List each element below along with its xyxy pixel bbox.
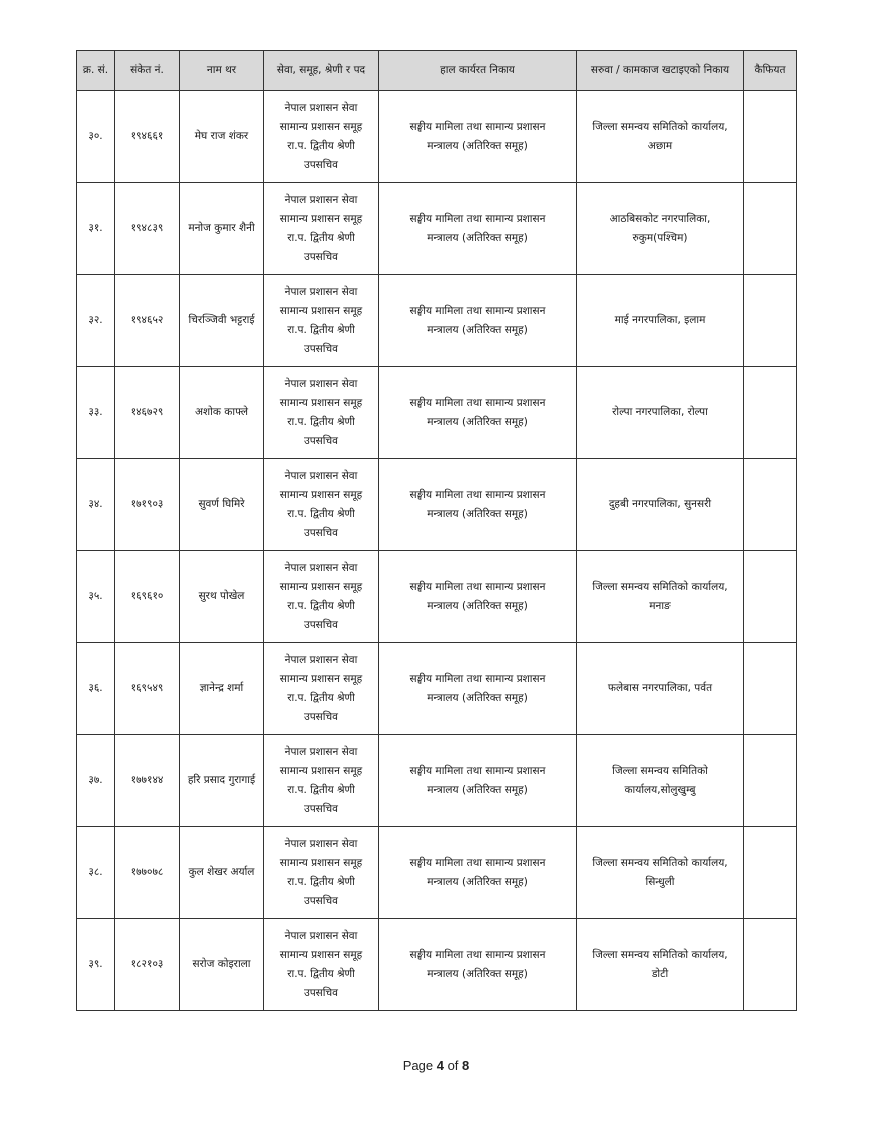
current-office-cell-line: सङ्घीय मामिला तथा सामान्य प्रशासन <box>409 212 546 225</box>
serial-number-cell: ३३. <box>77 367 115 459</box>
current-office-cell-line: सङ्घीय मामिला तथा सामान्य प्रशासन <box>409 488 546 501</box>
table-row <box>77 367 797 459</box>
service-cell-line: उपसचिव <box>303 342 339 355</box>
remarks-cell <box>744 459 797 551</box>
service-cell-line: सामान्य प्रशासन समूह <box>279 948 363 961</box>
service-cell-line: रा.प. द्वितीय श्रेणी <box>287 691 355 704</box>
code-number-cell: १९४८३९ <box>115 183 180 275</box>
service-cell-line: सामान्य प्रशासन समूह <box>279 212 363 225</box>
service-cell-line: रा.प. द्वितीय श्रेणी <box>287 967 355 980</box>
current-office-cell-line: मन्त्रालय (अतिरिक्त समूह) <box>427 599 528 612</box>
transfer-office-cell <box>577 367 744 459</box>
current-office-cell-line: सङ्घीय मामिला तथा सामान्य प्रशासन <box>409 304 546 317</box>
current-office-cell <box>379 367 577 459</box>
service-cell-line: नेपाल प्रशासन सेवा <box>284 469 358 482</box>
table-header-row <box>77 51 797 91</box>
service-cell-line: उपसचिव <box>303 710 339 723</box>
transfer-roster-table <box>76 50 797 1011</box>
current-office-cell-line: मन्त्रालय (अतिरिक्त समूह) <box>427 875 528 888</box>
service-cell-line: सामान्य प्रशासन समूह <box>279 396 363 409</box>
service-cell-line: नेपाल प्रशासन सेवा <box>284 837 358 850</box>
service-cell-line: रा.प. द्वितीय श्रेणी <box>287 599 355 612</box>
name-text: अशोक काफ्ले <box>195 406 248 418</box>
current-office-cell-line: सङ्घीय मामिला तथा सामान्य प्रशासन <box>409 764 546 777</box>
header-transfer-office-label: सरुवा / कामकाज खटाइएको निकाय <box>590 64 730 76</box>
service-cell-line: रा.प. द्वितीय श्रेणी <box>287 231 355 244</box>
name-text: चिरञ्जिवी भट्टराई <box>188 314 255 326</box>
remarks-cell <box>744 183 797 275</box>
service-cell-line: उपसचिव <box>303 986 339 999</box>
transfer-office-cell <box>577 735 744 827</box>
current-office-cell-line: सङ्घीय मामिला तथा सामान्य प्रशासन <box>409 120 546 133</box>
transfer-office-cell-line: रुकुम(पश्चिम) <box>632 231 688 244</box>
current-office-cell-line: सङ्घीय मामिला तथा सामान्य प्रशासन <box>409 856 546 869</box>
page-of-label: of <box>447 1058 459 1073</box>
service-cell <box>264 275 379 367</box>
code-number-cell: १६९५४९ <box>115 643 180 735</box>
code-number-cell: १६९६१० <box>115 551 180 643</box>
table-row <box>77 91 797 183</box>
table-row <box>77 735 797 827</box>
transfer-office-cell-line: डोटी <box>651 967 669 980</box>
name-text: मनोज कुमार शैनी <box>188 222 255 234</box>
current-office-cell-line: सङ्घीय मामिला तथा सामान्य प्रशासन <box>409 580 546 593</box>
serial-number-cell: ३२. <box>77 275 115 367</box>
service-cell-line: नेपाल प्रशासन सेवा <box>284 653 358 666</box>
table-row <box>77 827 797 919</box>
current-page-number: 4 <box>436 1058 444 1073</box>
code-number-cell: १७७१४४ <box>115 735 180 827</box>
remarks-cell <box>744 551 797 643</box>
header-code-number: संकेत नं. <box>115 51 180 91</box>
current-office-cell-line: मन्त्रालय (अतिरिक्त समूह) <box>427 691 528 704</box>
transfer-office-cell-line: दुहबी नगरपालिका, सुनसरी <box>608 498 712 510</box>
current-office-cell <box>379 827 577 919</box>
service-cell <box>264 91 379 183</box>
service-cell-line: नेपाल प्रशासन सेवा <box>284 285 358 298</box>
service-cell-line: रा.प. द्वितीय श्रेणी <box>287 415 355 428</box>
transfer-office-cell-line: मनाङ <box>649 599 671 612</box>
code-number-cell: १७७०७८ <box>115 827 180 919</box>
remarks-cell <box>744 919 797 1011</box>
service-cell <box>264 735 379 827</box>
name-cell <box>180 551 264 643</box>
serial-number-cell: ३०. <box>77 91 115 183</box>
name-cell <box>180 367 264 459</box>
code-number-cell: १८२१०३ <box>115 919 180 1011</box>
table-row <box>77 459 797 551</box>
transfer-office-cell <box>577 91 744 183</box>
service-cell <box>264 183 379 275</box>
service-cell-line: उपसचिव <box>303 526 339 539</box>
service-cell-line: नेपाल प्रशासन सेवा <box>284 193 358 206</box>
header-name: नाम थर <box>180 51 264 91</box>
table-row <box>77 919 797 1011</box>
service-cell <box>264 367 379 459</box>
transfer-office-cell-line: कार्यालय,सोलुखुम्बु <box>624 783 696 796</box>
table-row <box>77 643 797 735</box>
serial-number-cell: ३१. <box>77 183 115 275</box>
service-cell <box>264 827 379 919</box>
transfer-office-cell <box>577 827 744 919</box>
serial-number-cell: ३७. <box>77 735 115 827</box>
name-cell <box>180 919 264 1011</box>
name-cell <box>180 459 264 551</box>
service-cell-line: रा.प. द्वितीय श्रेणी <box>287 783 355 796</box>
current-office-cell-line: मन्त्रालय (अतिरिक्त समूह) <box>427 323 528 336</box>
service-cell <box>264 643 379 735</box>
name-text: सुरथ पोखेल <box>198 590 245 602</box>
header-current-office: हाल कार्यरत निकाय <box>379 51 577 91</box>
current-office-cell-line: मन्त्रालय (अतिरिक्त समूह) <box>427 507 528 520</box>
current-office-cell-line: सङ्घीय मामिला तथा सामान्य प्रशासन <box>409 948 546 961</box>
current-office-cell <box>379 919 577 1011</box>
transfer-office-cell <box>577 551 744 643</box>
transfer-office-cell <box>577 643 744 735</box>
remarks-cell <box>744 735 797 827</box>
service-cell-line: सामान्य प्रशासन समूह <box>279 488 363 501</box>
service-cell-line: रा.प. द्वितीय श्रेणी <box>287 507 355 520</box>
total-page-count: 8 <box>462 1058 470 1073</box>
name-text: मेघ राज शंकर <box>194 130 249 142</box>
service-cell-line: सामान्य प्रशासन समूह <box>279 304 363 317</box>
current-office-cell <box>379 735 577 827</box>
service-cell-line: उपसचिव <box>303 250 339 263</box>
service-cell-line: सामान्य प्रशासन समूह <box>279 120 363 133</box>
name-text: सरोज कोइराला <box>192 958 251 970</box>
service-cell <box>264 459 379 551</box>
serial-number-cell: ३९. <box>77 919 115 1011</box>
current-office-cell <box>379 91 577 183</box>
transfer-office-cell-line: आठबिसकोट नगरपालिका, <box>609 212 711 225</box>
service-cell-line: उपसचिव <box>303 158 339 171</box>
table-row <box>77 275 797 367</box>
name-cell <box>180 183 264 275</box>
header-remarks: कैफियत <box>744 51 797 91</box>
transfer-office-cell-line: जिल्ला समन्वय समितिको <box>612 764 708 777</box>
current-office-cell <box>379 183 577 275</box>
service-cell-line: उपसचिव <box>303 894 339 907</box>
serial-number-cell: ३५. <box>77 551 115 643</box>
current-office-cell-line: मन्त्रालय (अतिरिक्त समूह) <box>427 415 528 428</box>
serial-number-cell: ३४. <box>77 459 115 551</box>
transfer-office-cell-line: जिल्ला समन्वय समितिको कार्यालय, <box>592 948 728 961</box>
table-row <box>77 551 797 643</box>
transfer-office-cell-line: जिल्ला समन्वय समितिको कार्यालय, <box>592 856 728 869</box>
header-serial-number: क्र. सं. <box>77 51 115 91</box>
header-service-group-class-post: सेवा, समूह, श्रेणी र पद <box>264 51 379 91</box>
transfer-office-cell <box>577 183 744 275</box>
table-body <box>77 91 797 1011</box>
transfer-office-cell-line: जिल्ला समन्वय समितिको कार्यालय, <box>592 120 728 133</box>
transfer-office-cell <box>577 919 744 1011</box>
serial-number-cell: ३६. <box>77 643 115 735</box>
service-cell-line: उपसचिव <box>303 434 339 447</box>
page-label: Page <box>402 1058 434 1073</box>
service-cell-line: सामान्य प्रशासन समूह <box>279 856 363 869</box>
service-cell-line: रा.प. द्वितीय श्रेणी <box>287 139 355 152</box>
service-cell-line: सामान्य प्रशासन समूह <box>279 672 363 685</box>
code-number-cell: १९४६६१ <box>115 91 180 183</box>
remarks-cell <box>744 827 797 919</box>
serial-number-cell: ३८. <box>77 827 115 919</box>
current-office-cell-line: सङ्घीय मामिला तथा सामान्य प्रशासन <box>409 672 546 685</box>
name-text: ज्ञानेन्द्र शर्मा <box>199 682 244 694</box>
code-number-cell: १९४६५२ <box>115 275 180 367</box>
service-cell <box>264 551 379 643</box>
current-office-cell <box>379 643 577 735</box>
name-cell <box>180 827 264 919</box>
transfer-office-cell-line: माई नगरपालिका, इलाम <box>614 314 706 326</box>
remarks-cell <box>744 91 797 183</box>
service-cell-line: नेपाल प्रशासन सेवा <box>284 377 358 390</box>
current-office-cell-line: मन्त्रालय (अतिरिक्त समूह) <box>427 783 528 796</box>
current-office-cell <box>379 459 577 551</box>
service-cell-line: रा.प. द्वितीय श्रेणी <box>287 875 355 888</box>
current-office-cell <box>379 275 577 367</box>
current-office-cell <box>379 551 577 643</box>
transfer-office-cell-line: रोल्पा नगरपालिका, रोल्पा <box>612 406 708 418</box>
service-cell-line: सामान्य प्रशासन समूह <box>279 580 363 593</box>
current-office-cell-line: मन्त्रालय (अतिरिक्त समूह) <box>427 967 528 980</box>
remarks-cell <box>744 643 797 735</box>
service-cell-line: नेपाल प्रशासन सेवा <box>284 745 358 758</box>
service-cell-line: नेपाल प्रशासन सेवा <box>284 101 358 114</box>
remarks-cell <box>744 275 797 367</box>
table-row <box>77 183 797 275</box>
current-office-cell-line: मन्त्रालय (अतिरिक्त समूह) <box>427 231 528 244</box>
transfer-office-cell <box>577 459 744 551</box>
service-cell-line: सामान्य प्रशासन समूह <box>279 764 363 777</box>
transfer-office-cell-line: फलेबास नगरपालिका, पर्वत <box>607 682 713 694</box>
service-cell-line: उपसचिव <box>303 618 339 631</box>
name-cell <box>180 735 264 827</box>
name-text: कुल शेखर अर्याल <box>188 866 255 878</box>
name-text: हरि प्रसाद गुरागाई <box>187 774 256 786</box>
transfer-office-cell-line: जिल्ला समन्वय समितिको कार्यालय, <box>592 580 728 593</box>
remarks-cell <box>744 367 797 459</box>
name-cell <box>180 275 264 367</box>
header-transfer-office <box>577 51 744 91</box>
service-cell-line: उपसचिव <box>303 802 339 815</box>
transfer-office-cell-line: अछाम <box>647 139 673 152</box>
service-cell-line: नेपाल प्रशासन सेवा <box>284 929 358 942</box>
name-cell <box>180 91 264 183</box>
transfer-office-cell <box>577 275 744 367</box>
page-footer <box>0 1058 872 1073</box>
code-number-cell: १७१९०३ <box>115 459 180 551</box>
service-cell-line: रा.प. द्वितीय श्रेणी <box>287 323 355 336</box>
current-office-cell-line: सङ्घीय मामिला तथा सामान्य प्रशासन <box>409 396 546 409</box>
transfer-office-cell-line: सिन्धुली <box>645 875 675 888</box>
service-cell-line: नेपाल प्रशासन सेवा <box>284 561 358 574</box>
current-office-cell-line: मन्त्रालय (अतिरिक्त समूह) <box>427 139 528 152</box>
name-cell <box>180 643 264 735</box>
code-number-cell: १४६७२९ <box>115 367 180 459</box>
name-text: सुवर्ण घिमिरे <box>198 498 245 510</box>
service-cell <box>264 919 379 1011</box>
